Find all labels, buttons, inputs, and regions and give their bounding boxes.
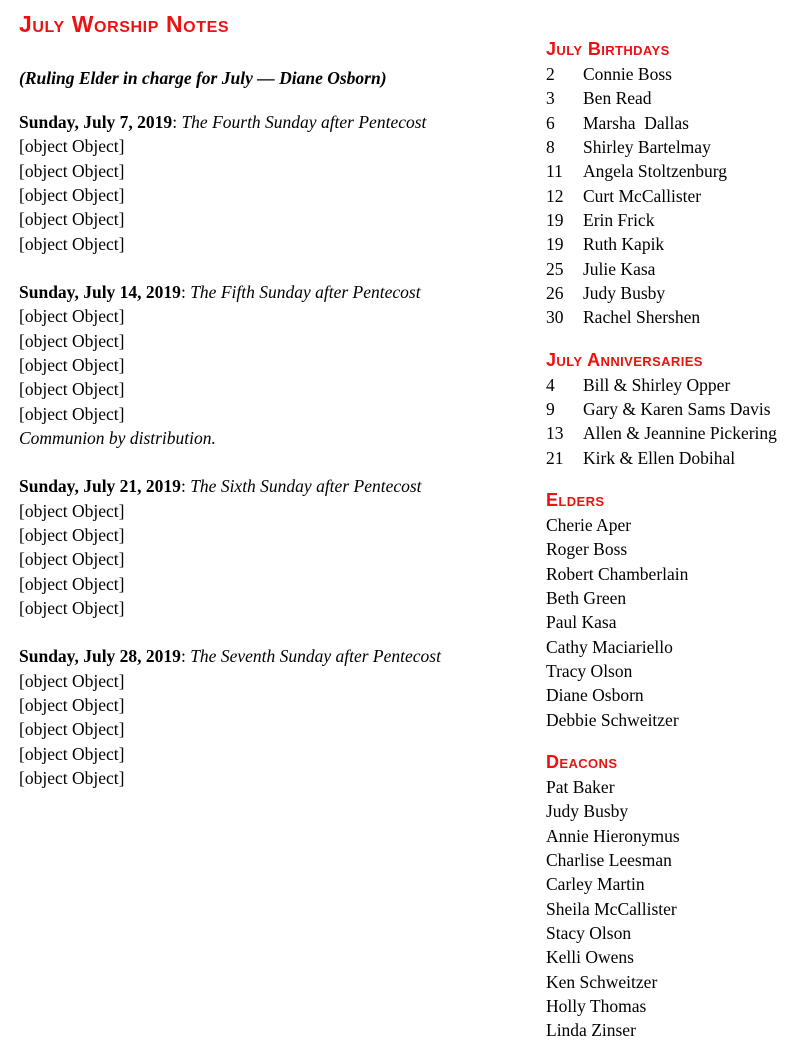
service-detail-line: [object Object] [19, 379, 125, 400]
birthday-day: 19 [546, 234, 564, 255]
elder-name: Debbie Schweitzer [546, 709, 679, 730]
birthday-day: 11 [546, 161, 563, 182]
sidebar-column [546, 36, 794, 1042]
birthdays-list [546, 62, 794, 330]
page-title: July Worship Notes [19, 11, 230, 37]
deacon-name: Ken Schweitzer [546, 971, 658, 992]
deacon-name: Charlise Leesman [546, 849, 672, 870]
service-date-line [19, 280, 544, 304]
deacon-name: Linda Zinser [546, 1020, 636, 1041]
anniversary-entry [546, 421, 794, 445]
service-date: Sunday, July 14, 2019 [19, 281, 181, 302]
service-detail-line: [object Object] [19, 573, 125, 594]
service-occasion: The Fourth Sunday after Pentecost [181, 112, 427, 132]
service-detail-lines [19, 134, 544, 256]
service-detail-line: [object Object] [19, 719, 125, 740]
service-occasion: The Sixth Sunday after Pentecost [190, 476, 422, 497]
elders-list [546, 513, 794, 732]
birthday-day: 3 [546, 88, 555, 109]
elder-name: Roger Boss [546, 539, 628, 560]
birthday-entry [546, 232, 794, 256]
service-block [19, 280, 544, 450]
deacon-name: Kelli Owens [546, 947, 634, 968]
birthday-name: Angela Stoltzenburg [583, 161, 728, 182]
birthday-day: 2 [546, 64, 555, 84]
birthday-name: Ruth Kapik [583, 234, 665, 255]
birthday-entry [546, 184, 794, 208]
elder-name: Robert Chamberlain [546, 563, 689, 584]
birthday-entry [546, 111, 794, 135]
service-detail-line: [object Object] [19, 694, 125, 715]
elders-section [546, 487, 794, 732]
elder-name: Paul Kasa [546, 612, 617, 633]
anniversary-name: Kirk & Ellen Dobihal [583, 447, 736, 468]
service-detail-line: [object Object] [19, 524, 125, 545]
birthdays-heading: July Birthdays [546, 39, 670, 59]
date-separator: : [172, 112, 182, 132]
birthday-day: 25 [546, 258, 564, 279]
elder-name: Tracy Olson [546, 660, 633, 681]
service-detail-line: [object Object] [19, 354, 125, 375]
birthday-name: Julie Kasa [583, 258, 656, 279]
deacons-section [546, 749, 794, 1043]
service-block [19, 644, 544, 790]
service-detail-line: [object Object] [19, 136, 125, 157]
birthday-name: Judy Busby [583, 282, 666, 303]
deacons-heading: Deacons [546, 751, 618, 772]
service-detail-lines [19, 669, 544, 791]
service-date-line [19, 644, 544, 668]
service-occasion: The Fifth Sunday after Pentecost [190, 281, 421, 302]
birthday-entry [546, 208, 794, 232]
service-detail-line: [object Object] [19, 330, 125, 351]
worship-notes-column [19, 10, 544, 790]
service-detail-line: [object Object] [19, 743, 125, 764]
service-detail-line: [object Object] [19, 597, 125, 618]
birthday-name: Ben Read [583, 88, 652, 109]
service-detail-line: [object Object] [19, 233, 125, 254]
birthday-name: Connie Boss [583, 64, 672, 84]
anniversary-name: Bill & Shirley Opper [583, 374, 731, 395]
anniversaries-heading: July Anniversaries [546, 349, 703, 370]
service-detail-line: [object Object] [19, 549, 125, 570]
anniversary-entry [546, 397, 794, 421]
service-date: Sunday, July 21, 2019 [19, 476, 181, 497]
anniversaries-section [546, 347, 794, 470]
birthday-name: Rachel Shershen [583, 307, 701, 328]
elder-name: Diane Osborn [546, 685, 644, 706]
birthday-entry [546, 305, 794, 329]
service-detail-line: [object Object] [19, 209, 125, 230]
service-detail-line: [object Object] [19, 184, 125, 205]
birthday-name: Shirley Bartelmay [583, 136, 711, 157]
anniversary-name: Gary & Karen Sams Davis [583, 398, 771, 419]
date-separator: : [180, 476, 191, 497]
service-detail-lines [19, 499, 544, 621]
birthday-entry [546, 281, 794, 305]
service-detail-lines [19, 304, 544, 426]
anniversary-name: Allen & Jeannine Pickering [583, 423, 777, 444]
anniversary-day: 4 [546, 374, 555, 395]
service-detail-line: [object Object] [19, 306, 125, 327]
date-separator: : [180, 646, 191, 667]
anniversary-day: 13 [546, 423, 564, 444]
service-date: Sunday, July 28, 2019 [19, 646, 181, 667]
service-date: Sunday, July 7, 2019 [19, 112, 173, 132]
birthday-name: Marsha Dallas [583, 112, 689, 133]
ruling-elder-note: (Ruling Elder in charge for July — Diane Osborn) [19, 68, 387, 88]
service-detail-line: [object Object] [19, 767, 125, 788]
anniversary-entry [546, 446, 794, 470]
birthday-day: 8 [546, 136, 555, 157]
birthday-entry [546, 62, 794, 86]
birthday-day: 6 [546, 112, 555, 133]
birthday-day: 26 [546, 282, 564, 303]
service-block [19, 110, 544, 256]
date-separator: : [180, 281, 191, 302]
deacon-name: Judy Busby [546, 801, 629, 822]
birthday-day: 30 [546, 307, 564, 328]
deacon-name: Holly Thomas [546, 995, 647, 1016]
deacon-name: Pat Baker [546, 776, 615, 797]
anniversary-day: 21 [546, 447, 564, 468]
service-occasion: The Seventh Sunday after Pentecost [190, 646, 441, 667]
service-date-line [19, 110, 544, 134]
birthday-entry [546, 159, 794, 183]
elders-heading: Elders [546, 489, 605, 510]
service-block [19, 474, 544, 620]
deacon-name: Annie Hieronymus [546, 825, 680, 846]
service-detail-line: [object Object] [19, 403, 125, 424]
deacon-name: Sheila McCallister [546, 898, 677, 919]
birthday-entry [546, 86, 794, 110]
elder-name: Beth Green [546, 587, 627, 608]
service-list [19, 110, 544, 790]
birthday-entry [546, 135, 794, 159]
elder-name: Cherie Aper [546, 514, 632, 535]
deacon-name: Carley Martin [546, 874, 645, 895]
anniversary-day: 9 [546, 398, 555, 419]
deacons-list [546, 775, 794, 1043]
anniversary-entry [546, 373, 794, 397]
service-detail-line: [object Object] [19, 160, 125, 181]
service-detail-line: [object Object] [19, 670, 125, 691]
birthdays-section [546, 36, 794, 330]
elder-name: Cathy Maciariello [546, 636, 673, 657]
anniversaries-list [546, 373, 794, 470]
service-date-line [19, 474, 544, 498]
birthday-day: 12 [546, 185, 564, 206]
birthday-name: Curt McCallister [583, 185, 702, 206]
birthday-entry [546, 257, 794, 281]
birthday-name: Erin Frick [583, 209, 655, 230]
deacon-name: Stacy Olson [546, 922, 632, 943]
communion-note: Communion by distribution. [19, 427, 216, 448]
service-detail-line: [object Object] [19, 500, 125, 521]
birthday-day: 19 [546, 209, 564, 230]
